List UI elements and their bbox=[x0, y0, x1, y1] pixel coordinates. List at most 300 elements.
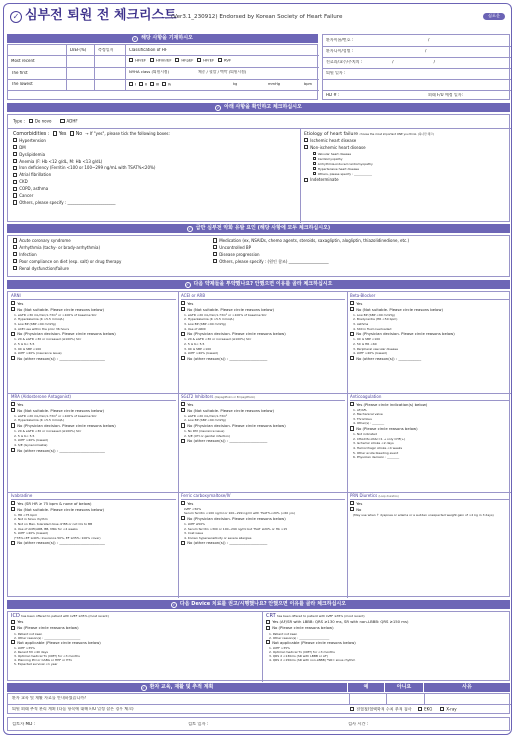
drug-other-option-text: No (other reason(s)) : ________________________ bbox=[17, 447, 105, 453]
trigger-item-checkbox[interactable] bbox=[13, 245, 17, 249]
check-circle-icon: ✓ bbox=[216, 105, 220, 110]
type-row bbox=[13, 119, 78, 124]
etiology-item-text: Ischemic heart disease bbox=[310, 137, 357, 143]
drug-title-text: ARNI bbox=[11, 293, 21, 298]
comorb-item-text: Anemia (F: Hb <12 g/dL, M: Hb <13 g/dL) bbox=[19, 158, 103, 164]
section-drugs bbox=[7, 291, 510, 597]
drug-reason-text: 1. LVEF ≥50% bbox=[184, 522, 205, 527]
drug-ferric-carboxymaltose bbox=[181, 493, 345, 597]
device-crt bbox=[266, 613, 509, 681]
drug-other-option bbox=[181, 540, 345, 546]
drug-title bbox=[11, 493, 176, 500]
etiology-subitem-text: Hypertensive heart disease bbox=[317, 166, 359, 171]
device-reason-text: 1. LVEF >35% bbox=[14, 645, 35, 650]
comorb-item-checkbox[interactable] bbox=[13, 138, 17, 142]
drug-reason-text: 2. Bradycardia (HR <50 bpm) bbox=[353, 317, 398, 322]
trigger-item-text: Medication (ex, NSAIDs, chemo agents, steroids, saxagliptin, alogliptin, thiazolidinedione, etc.) bbox=[219, 238, 410, 243]
comorb-item bbox=[13, 159, 297, 166]
followup-options bbox=[350, 707, 457, 712]
etiology-item-checkbox[interactable] bbox=[304, 178, 308, 182]
etiology-subitem-text: Others, please specify : ____________ bbox=[317, 172, 372, 177]
device-icd bbox=[11, 613, 260, 681]
device-option-checkbox[interactable] bbox=[266, 620, 270, 624]
drug-option-checkbox[interactable] bbox=[11, 408, 15, 412]
device-na-option-text: Not applicable (Please circle reasons below) bbox=[272, 639, 356, 645]
drug-other-option-text: No (other reason(s)) : ____________________ bbox=[187, 438, 268, 444]
trigger-item-text: Infection bbox=[19, 251, 37, 257]
drug-reason-text: 4. Hemorrhagic stroke <4 weeks bbox=[353, 446, 403, 451]
drug-reason-text: 5. Other acute bleeding event bbox=[353, 450, 399, 455]
drug-option-checkbox[interactable] bbox=[181, 402, 185, 406]
comorb-item-checkbox[interactable] bbox=[13, 200, 17, 204]
comorb-item-checkbox[interactable] bbox=[13, 159, 17, 163]
device-na-option-checkbox[interactable] bbox=[11, 640, 15, 644]
device-na-option-checkbox[interactable] bbox=[266, 640, 270, 644]
device-reason bbox=[266, 658, 509, 662]
followup-question: 퇴원 외래 추적 관리 계획 (다음 항목에 대해 F/U 일정 잡은 경우 체크) bbox=[12, 707, 134, 711]
comorb-item-checkbox[interactable] bbox=[13, 145, 17, 149]
classification-label: Classification of HF bbox=[129, 48, 168, 52]
drug-title bbox=[181, 493, 345, 500]
trigger-item-checkbox[interactable] bbox=[13, 238, 17, 242]
comorb-item-text: Dyslipidemia bbox=[19, 151, 46, 157]
comorb-item-text: Iron deficiency (Ferritin <100 or 100~299 ng/mL with TSAT%<20%) bbox=[19, 165, 156, 171]
trigger-item-text: Arrhythmia (tachy- or brady-arrhythmia) bbox=[19, 244, 101, 250]
drug-title bbox=[11, 394, 176, 401]
drug-other-option-checkbox[interactable] bbox=[11, 448, 15, 452]
drug-reason-text: 3. Low BP (SBP <90 mmHg) bbox=[14, 322, 56, 327]
etiology bbox=[304, 131, 509, 221]
nyha-label: II bbox=[144, 82, 148, 87]
device-note: has been offered to patient with LVEF ≤35% (most recent) bbox=[21, 614, 109, 618]
trigger-item-checkbox[interactable] bbox=[213, 259, 217, 263]
drug-other-option-checkbox[interactable] bbox=[181, 439, 185, 443]
section-bar-vitals bbox=[7, 34, 318, 43]
col-yes-header: 예 bbox=[348, 683, 384, 692]
nyha-checkbox[interactable] bbox=[162, 82, 166, 86]
comorb-item bbox=[13, 145, 297, 152]
drug-reason-text: 3. 90 ≤ SBP <100 bbox=[184, 346, 212, 351]
page-title: 심부전 퇴원 전 체크리스트 bbox=[25, 8, 177, 23]
drug-reason-text: 1. HR <75 bpm bbox=[14, 512, 38, 517]
comorb-item-checkbox[interactable] bbox=[13, 187, 17, 191]
nyha-label: NYHA class (퇴원시점) bbox=[129, 70, 170, 74]
comorb-item bbox=[13, 165, 297, 172]
type-label: Type : bbox=[13, 119, 25, 124]
etiology-subitem-checkbox[interactable] bbox=[313, 162, 316, 165]
hd-label: HD # : bbox=[326, 93, 340, 97]
drug-reason-text: 2. Hyperkalemia (K >5.5 mmol/L) bbox=[14, 418, 65, 423]
drug-reason-text: 1. eGFR <20 mL/min/1.73m² or >100% of baseline SCr bbox=[184, 312, 267, 317]
drug-reason-text: 4. S/E (Gynecomastia) bbox=[14, 443, 48, 448]
hf-type-checkbox[interactable] bbox=[197, 58, 201, 62]
drug-ivabradine bbox=[11, 493, 176, 597]
comorb-item-text: Atrial fibrillation bbox=[19, 172, 52, 178]
triggers-right bbox=[213, 238, 508, 278]
lvef-label: LVEF(%) bbox=[70, 48, 87, 52]
drug-option-checkbox[interactable] bbox=[181, 408, 185, 412]
type-checkbox[interactable] bbox=[29, 119, 33, 123]
drug-other-option-checkbox[interactable] bbox=[11, 541, 15, 545]
etiology-subitem-checkbox[interactable] bbox=[313, 167, 316, 170]
drug-no-option-text: No (Please circle reasons below) bbox=[356, 426, 418, 432]
trigger-item bbox=[213, 238, 508, 245]
drug-no-option-checkbox[interactable] bbox=[350, 426, 354, 430]
device-reason-text: 4. QRS d <150ms (SR with non-LBBB) *SR= sinus rhythm bbox=[269, 658, 356, 663]
nyha-checkbox[interactable] bbox=[150, 82, 154, 86]
trigger-item-text: Renal dysfunction/failure bbox=[19, 265, 69, 271]
nyha-label: IV bbox=[167, 82, 172, 87]
followup-field[interactable] bbox=[428, 93, 463, 98]
drug-option-checkbox[interactable] bbox=[350, 301, 354, 305]
drug-option-text: Yes bbox=[356, 300, 363, 306]
drug-reason-text: 4. LVEF >40% (lowest) bbox=[184, 351, 218, 356]
comorb-yes-checkbox[interactable] bbox=[53, 131, 57, 135]
header-badge: 심포운 bbox=[483, 13, 505, 20]
trigger-item-text: Uncontrolled BP bbox=[219, 244, 252, 250]
drug-reason-text: 4. LVEF >40% (lowest) bbox=[353, 351, 387, 356]
drug-option-checkbox[interactable] bbox=[181, 307, 185, 311]
drug-option-checkbox[interactable] bbox=[350, 507, 354, 511]
drug-other-option-checkbox[interactable] bbox=[181, 356, 185, 360]
review-date-label: 검토 일자 : bbox=[188, 722, 209, 726]
drug-option-text: Yes bbox=[17, 300, 24, 306]
hf-type-checkbox[interactable] bbox=[175, 58, 179, 62]
comorb-item-text: Hypertension bbox=[19, 137, 46, 143]
drug-other-option-text: No (other reason(s)) : ____________________ bbox=[187, 540, 268, 546]
device-option-checkbox[interactable] bbox=[266, 626, 270, 630]
comorb-item-checkbox[interactable] bbox=[13, 152, 17, 156]
trigger-item-checkbox[interactable] bbox=[213, 252, 217, 256]
drug-reason-text: 3. Ischemic stroke <2 days bbox=[353, 441, 394, 446]
drug-title-text: PRN Diuretics bbox=[350, 493, 378, 498]
check-circle-icon: ✓ bbox=[10, 11, 22, 23]
comorb-no-checkbox[interactable] bbox=[70, 131, 74, 135]
comorb-item bbox=[13, 138, 297, 145]
hf-type-checkbox[interactable] bbox=[129, 58, 133, 62]
comorbidities bbox=[13, 131, 297, 221]
trigger-item-checkbox[interactable] bbox=[13, 252, 17, 256]
section-bar-device bbox=[7, 600, 510, 609]
section-bar-education bbox=[7, 683, 347, 692]
education-question: 환자 교육 및 재활 자료를 안내하였습니까? bbox=[12, 696, 87, 700]
drug-physician-option-text: No (Physician decision. Please circle reasons below) bbox=[356, 331, 455, 337]
hd-field[interactable] bbox=[326, 93, 339, 98]
section-education bbox=[7, 693, 510, 714]
comorb-item bbox=[13, 200, 297, 207]
drug-option-checkbox[interactable] bbox=[11, 402, 15, 406]
discharge-label: 퇴원 일자 : bbox=[326, 71, 346, 75]
device-title-text: ICD bbox=[11, 613, 20, 619]
entry-date-field[interactable] bbox=[348, 722, 368, 727]
check-circle-icon: ✓ bbox=[141, 685, 146, 690]
drug-other-option-text: No (other reason(s)) : ____________ bbox=[356, 355, 422, 361]
drug-option-text: Yes (Please circle indication(s) below) bbox=[356, 401, 428, 407]
comorb-list bbox=[13, 138, 297, 207]
trigger-item-checkbox[interactable] bbox=[213, 245, 217, 249]
type-option-label: De novo bbox=[34, 119, 52, 124]
drug-option-text: No (Not suitable. Please circle reasons below) bbox=[17, 407, 104, 413]
row-most-recent: Most recent bbox=[11, 59, 35, 63]
device-reason-text: 2. Recent MI <40 days bbox=[14, 650, 48, 655]
yes-label: Yes bbox=[58, 132, 67, 137]
etiology-item-checkbox[interactable] bbox=[304, 138, 308, 142]
row-first: The first bbox=[11, 71, 28, 75]
unit-kg: kg bbox=[233, 82, 238, 86]
page-subtitle: (Ver3.1_230912) Endorsed by Korean Society of Heart Failure bbox=[171, 14, 343, 20]
drug-reason-text: 6. Physician decision : ________ bbox=[353, 455, 400, 460]
col-no-header: 아니요 bbox=[385, 683, 423, 692]
drug-reason-text: Serum ferritin <100 ng/ml or 100~299 ng/ml with TSAT%<20% (<60 yrs) bbox=[184, 511, 295, 516]
drug-option-checkbox[interactable] bbox=[11, 507, 15, 511]
section-bar-drugs bbox=[7, 280, 510, 289]
etiology-subitem-text: Valvular heart disease bbox=[317, 151, 352, 156]
drug-physician-option-checkbox[interactable] bbox=[11, 423, 15, 427]
drug-reason-text: 2. Serum ferritin >300 or 100~299 ng/ml but TSAT ≥20% or Hb >15 bbox=[184, 526, 288, 531]
drug-reason-text: 1. AF/AFL bbox=[353, 407, 368, 412]
drug-reason-text: 3. Low BP (SBP <90 mmHg) bbox=[184, 322, 226, 327]
followup-option-label: X-ray bbox=[446, 707, 457, 712]
unit-mmhg: mmHg bbox=[268, 82, 280, 86]
hf-type-label: HFimrEF bbox=[155, 58, 172, 63]
nyha-checkbox[interactable] bbox=[129, 82, 133, 86]
drug-title bbox=[350, 293, 509, 300]
etiology-note: choose the most important ONE you think. (하나만 체크) bbox=[359, 132, 434, 136]
hf-type-label: HFpEF bbox=[181, 58, 194, 63]
drug-physician-option-text: No (Physician decision. Please circle reasons below) bbox=[17, 423, 116, 429]
drug-option-text: No bbox=[356, 506, 362, 512]
drug-title bbox=[181, 293, 345, 300]
header bbox=[4, 4, 511, 30]
followup-checkbox[interactable] bbox=[440, 707, 444, 711]
drug-reason-text: 2. S/E (UTI or genital infection) bbox=[184, 433, 231, 438]
drug-title-text: Ivabradine bbox=[11, 493, 33, 498]
drug-title bbox=[181, 394, 345, 401]
check-circle-icon: ✓ bbox=[172, 602, 176, 607]
hf-type-checkbox[interactable] bbox=[218, 58, 222, 62]
device-reason-text: 1. Patient not keen bbox=[269, 631, 298, 636]
section-title: 다음 Device 치료를 권고/시행했나요? 안했으면 이유를 골라 체크하십시오 bbox=[179, 601, 347, 607]
device-option-text: No (Please circle reasons below) bbox=[272, 625, 334, 631]
section-title: 다음 약제들을 투약했나요? 안했으면 이유를 골라 체크하십시오 bbox=[193, 281, 333, 287]
device-na-option-text: Not applicable (Please circle reasons below) bbox=[17, 639, 101, 645]
discharge-date-field[interactable] bbox=[326, 71, 345, 76]
trigger-item-text: Others, please specify : (원인 참조) ____________________ bbox=[219, 258, 329, 264]
drug-reason-text: 2. Not in Sinus rhythm bbox=[14, 517, 48, 522]
drug-title bbox=[11, 293, 176, 300]
patient-age-field[interactable]: 환자나이/성별 : / bbox=[326, 49, 427, 53]
drug-reason-text: 4. Still in fluid overloaded bbox=[353, 326, 392, 331]
drug-other-option-checkbox[interactable] bbox=[350, 356, 354, 360]
drug-beta-blocker bbox=[350, 293, 509, 392]
drug-option-checkbox[interactable] bbox=[350, 402, 354, 406]
drug-title-note: (Loop diuretics) bbox=[378, 495, 399, 498]
etiology-subitem-checkbox[interactable] bbox=[313, 152, 316, 155]
section-title: 급만 심부전 악화 유발 요인 (해당 사항에 모두 체크하십시오) bbox=[195, 225, 331, 231]
trigger-item-checkbox[interactable] bbox=[13, 259, 17, 263]
section-title: 환자 교육, 재활 및 추적 계획 bbox=[149, 684, 214, 690]
comorb-item bbox=[13, 186, 297, 193]
date-label: 측정일자 bbox=[98, 48, 114, 52]
hf-type-checkbox[interactable] bbox=[150, 58, 154, 62]
drug-reason-text: 4. Other(s) : ________ bbox=[353, 421, 385, 426]
drug-option-checkbox[interactable] bbox=[11, 307, 15, 311]
drug-option-checkbox[interactable] bbox=[11, 301, 15, 305]
drug-reason-text: 4. Use of ARNI bbox=[184, 326, 206, 331]
trigger-item-checkbox[interactable] bbox=[213, 238, 217, 242]
drug-reason-text: 2. 5 ≤ K< 5.5 bbox=[14, 342, 35, 347]
comorb-item-checkbox[interactable] bbox=[13, 166, 17, 170]
comorb-item-text: CKD bbox=[19, 179, 28, 185]
drug-no-option-checkbox[interactable] bbox=[181, 516, 185, 520]
reviewer-field[interactable] bbox=[12, 722, 35, 727]
drug-other-option bbox=[350, 356, 509, 362]
drug-option-text: Yes bbox=[187, 500, 194, 506]
comorb-title: Comorbidities : bbox=[13, 132, 50, 137]
etiology-item bbox=[304, 177, 509, 184]
drug-option-text: Yes (SR HR ≥ 75 bpm & none of below) bbox=[17, 500, 92, 506]
type-checkbox[interactable] bbox=[60, 119, 64, 123]
comorb-item-checkbox[interactable] bbox=[13, 193, 17, 197]
drug-reason-text: 3. Asthma bbox=[353, 322, 369, 327]
etiology-item bbox=[304, 145, 509, 152]
trigger-item bbox=[213, 252, 508, 259]
drug-option-text: Yes bbox=[356, 500, 363, 506]
hf-type-label: RVF bbox=[224, 58, 232, 63]
device-option-checkbox[interactable] bbox=[11, 620, 15, 624]
device-reason-text: 2. Other reason(s) : ________________________ bbox=[14, 635, 81, 640]
trigger-item-checkbox[interactable] bbox=[13, 266, 17, 270]
device-reason-text: 5. Expected survival <1 year bbox=[14, 662, 58, 667]
followup-label: 외래 F/U 예정 일자: bbox=[428, 93, 463, 97]
drug-reason-text: 3. Cost issue bbox=[184, 531, 204, 536]
etiology-subitem-checkbox[interactable] bbox=[313, 157, 316, 160]
comorb-item-text: COPD, asthma bbox=[19, 186, 49, 192]
etiology-title: Etiology of heart failure bbox=[304, 132, 359, 137]
col-reason-header: 사유 bbox=[424, 683, 510, 692]
comorb-item-checkbox[interactable] bbox=[13, 180, 17, 184]
drug-reason-text: 4. Known hypersensitivity or severe allergies bbox=[184, 535, 252, 540]
nyha-label: I bbox=[135, 82, 137, 87]
patient-dept-label: 진료과/교수/주치의 : bbox=[326, 60, 363, 64]
followup-checkbox[interactable] bbox=[418, 707, 422, 711]
followup-checkbox[interactable] bbox=[350, 707, 354, 711]
drug-reason-text: 2. Hyperkalemia (K >5.5 mmol/L) bbox=[184, 317, 235, 322]
etiology-subitem-text: Arrhythmia-induced cardiomyopathy bbox=[317, 161, 373, 166]
drug-title-text: Anticoagulation bbox=[350, 394, 382, 399]
drug-option-checkbox[interactable] bbox=[350, 501, 354, 505]
device-reason-text: 3. Optimal medical Tx (OMT) for <3 months bbox=[14, 654, 80, 659]
section-triggers bbox=[7, 235, 510, 277]
etiology-item-checkbox[interactable] bbox=[304, 145, 308, 149]
drug-reason-text: 3. Peripheral vascular disease bbox=[353, 346, 398, 351]
drug-reason-text: 2. 5 ≤ K< 5.5 bbox=[14, 433, 35, 438]
device-option-text: Yes bbox=[17, 619, 24, 625]
patient-name-field[interactable]: 환자이름/번호 : / bbox=[326, 38, 430, 42]
drug-option-checkbox[interactable] bbox=[350, 307, 354, 311]
drug-physician-option-text: No (Physician decision. Please circle reasons below) bbox=[187, 331, 286, 337]
drug-title bbox=[350, 493, 509, 500]
trigger-item-text: Disease progression bbox=[219, 251, 260, 257]
device-option-checkbox[interactable] bbox=[11, 626, 15, 630]
section-bar-confirm bbox=[7, 103, 510, 112]
drug-physician-option-text: No (Physician decision. Please circle reasons below) bbox=[17, 331, 116, 337]
drug-option-checkbox[interactable] bbox=[181, 501, 185, 505]
drug-other-option-checkbox[interactable] bbox=[11, 356, 15, 360]
comorb-item-text: DM bbox=[19, 144, 26, 150]
section-bar-triggers bbox=[7, 224, 510, 233]
drug-other-option-text: No (other reason(s)) : ____________________ bbox=[187, 355, 268, 361]
patient-dept-field[interactable]: 진료과/교수/주치의 : / / bbox=[326, 60, 435, 64]
drug-prn-diuretics bbox=[350, 493, 509, 597]
triggers-left bbox=[13, 238, 213, 278]
etiology-item bbox=[304, 138, 509, 145]
etiology-list bbox=[304, 138, 509, 184]
drug-physician-option-checkbox[interactable] bbox=[350, 332, 354, 336]
patient-age-label: 환자나이/성별 : bbox=[326, 49, 354, 53]
drug-physician-option-checkbox[interactable] bbox=[181, 332, 185, 336]
drug-reason-text: 1. 20 & eGFR <30 or increased (≥100%) SCr bbox=[184, 337, 252, 342]
drug-option-text: No (Not suitable. Please circle reasons below) bbox=[17, 306, 104, 312]
drug-physician-option-checkbox[interactable] bbox=[181, 423, 185, 427]
section-device bbox=[7, 611, 510, 681]
drug-other-option bbox=[11, 448, 176, 454]
device-reason-text: 1. Patient not keen bbox=[14, 631, 43, 636]
drug-reason-text: 3. 90 ≤ SBP <100 bbox=[14, 346, 42, 351]
device-reason-text: 2. Other reason(s) : ____________________ bbox=[269, 635, 330, 640]
followup-option-label: EKG bbox=[424, 707, 433, 712]
reviewer-label: 검토자 MD : bbox=[12, 722, 36, 726]
drug-title-note: (Dapagliflozin or Empagliflozin) bbox=[214, 396, 256, 399]
drug-reason-text: LVEF <50% bbox=[184, 506, 202, 511]
nyha-checkbox[interactable] bbox=[139, 82, 143, 86]
drug-reason bbox=[350, 455, 509, 460]
drug-reason-text: 2. CHA₂DS₂-VASc=1 → only CHF(+) bbox=[353, 436, 406, 441]
comorb-item-checkbox[interactable] bbox=[13, 173, 17, 177]
drug-title-text: ACEI or ARB bbox=[181, 293, 206, 298]
etiology-subitem-checkbox[interactable] bbox=[313, 172, 316, 175]
trigger-item bbox=[213, 259, 508, 266]
drug-option-checkbox[interactable] bbox=[11, 501, 15, 505]
review-date-field[interactable] bbox=[188, 722, 208, 727]
drug-reason-text: 1. 20 & eGFR <30 or increased (≥100%) SCr bbox=[14, 337, 82, 342]
drug-title-text: SGLT2 Inhibitors bbox=[181, 394, 214, 399]
hf-type-label: HFrEF bbox=[135, 58, 147, 63]
drug-title bbox=[350, 394, 509, 401]
device-option-text: Yes (AF/SR with LBBB: QRS ≥130 ms, SR with non-LBBB: QRS ≥150 ms) bbox=[272, 619, 409, 625]
drug-title-text: Beta-Blocker bbox=[350, 293, 376, 298]
drug-anticoagulation bbox=[350, 394, 509, 491]
comorb-item bbox=[13, 152, 297, 159]
etiology-subitem-text: Cardiomyopathy bbox=[317, 156, 343, 161]
comorb-item-text: Cancer bbox=[19, 193, 34, 199]
drug-reason-text: (*35%<EF ≤40%: Insurance 50%, EF ≤35%: 100% cover) bbox=[14, 535, 101, 540]
drug-reason-text: 1. eGFR <20 mL/min/1.73m² bbox=[184, 413, 228, 418]
drug-no-option-text: No (Physician decision. Please circle reasons below) bbox=[187, 515, 286, 521]
drug-physician-option-checkbox[interactable] bbox=[11, 332, 15, 336]
drug-title-text: MRA (Aldosterone Antagonist) bbox=[11, 394, 71, 399]
trigger-item-text: Acute coronary syndrome bbox=[19, 238, 71, 243]
section-title: 아래 사항을 확인하고 체크하십시오 bbox=[224, 104, 302, 110]
drug-reason-text: 1. No DM (insurance issue) bbox=[184, 429, 225, 434]
vitals-grid bbox=[7, 44, 318, 100]
drug-other-option bbox=[181, 356, 345, 362]
trigger-item bbox=[13, 252, 213, 259]
drug-option-text: Yes bbox=[17, 401, 24, 407]
section-title: 해당 사항을 기재하시오 bbox=[141, 35, 193, 41]
drug-option-checkbox[interactable] bbox=[181, 301, 185, 305]
drug-other-option-checkbox[interactable] bbox=[181, 541, 185, 545]
